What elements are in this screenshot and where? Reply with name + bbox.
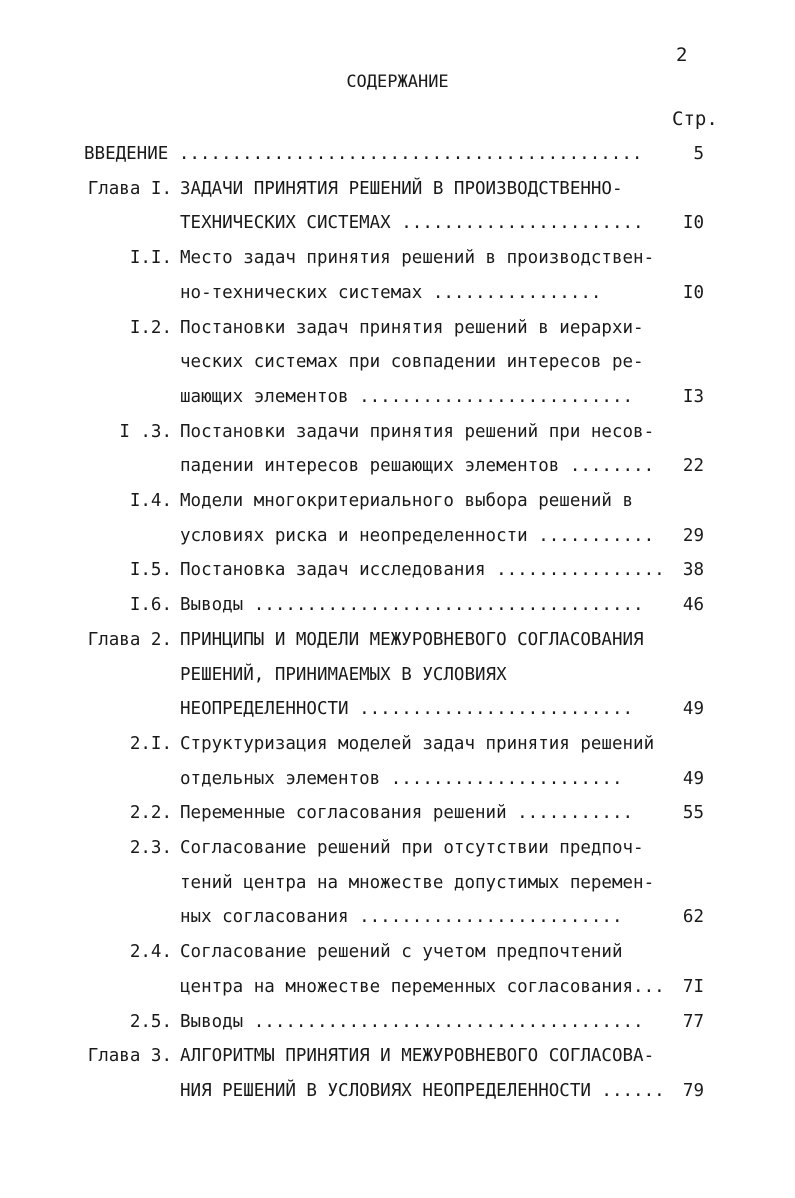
toc-line — [0, 489, 795, 513]
toc-line — [0, 663, 795, 687]
toc-entry-number: Глава 2. — [87, 629, 172, 650]
toc-entry-title: ных согласования ......................... — [180, 907, 623, 928]
toc-entry-title: условиях риска и неопределенности ........... — [180, 525, 655, 546]
toc-line — [0, 697, 795, 721]
toc-entry-title: но-технических системах ................ — [180, 282, 602, 303]
toc-line — [0, 767, 795, 791]
toc-entry-number: I.I. — [129, 248, 172, 269]
toc-entry-title: ВВЕДЕНИЕ ............................................ — [84, 144, 643, 164]
toc-line — [0, 350, 795, 374]
toc-entry-page: 49 — [682, 699, 704, 720]
toc-entry-title: Модели многокритериального выбора решений в — [180, 491, 634, 511]
toc-entry-page: 49 — [682, 768, 704, 789]
toc-line — [0, 628, 795, 652]
toc-line — [0, 142, 795, 166]
toc-entry-number: I.5. — [129, 560, 172, 581]
toc-entry-title: ТЕХНИЧЕСКИХ СИСТЕМАХ ....................... — [180, 213, 644, 234]
toc-entry-number: I.6. — [129, 595, 172, 616]
toc-entry-page: 55 — [682, 803, 704, 824]
toc-line — [0, 281, 795, 305]
toc-line — [0, 420, 795, 444]
toc-entry-page: 29 — [682, 525, 704, 546]
toc-entry-title: центра на множестве переменных согласования... — [180, 976, 665, 997]
toc-line — [0, 1010, 795, 1034]
toc-entry-title: Постановка задач исследования ................ — [180, 560, 665, 581]
toc-entry-page: I0 — [682, 282, 704, 303]
page-title: СОДЕРЖАНИЕ — [346, 72, 449, 92]
toc-line — [0, 975, 795, 999]
toc-line — [0, 732, 795, 756]
toc-line — [0, 1044, 795, 1068]
page-column-header: Стр. — [672, 108, 718, 130]
toc-entry-title: РЕШЕНИЙ, ПРИНИМАЕМЫХ В УСЛОВИЯХ — [180, 664, 507, 685]
toc-entry-page: 79 — [682, 1080, 704, 1101]
toc-line — [0, 385, 795, 409]
toc-line — [0, 524, 795, 548]
toc-line — [0, 593, 795, 617]
toc-entry-title: АЛГОРИТМЫ ПРИНЯТИЯ И МЕЖУРОВНЕВОГО СОГЛАСОВА- — [180, 1046, 655, 1067]
toc-entry-title: Структуризация моделей задач принятия решений — [180, 733, 655, 754]
toc-entry-title: Переменные согласования решений ........... — [180, 803, 634, 824]
toc-entry-title: Согласование решений при отсутствии предпоч- — [180, 838, 644, 858]
toc-entry-page: 77 — [682, 1011, 704, 1032]
toc-entry-page: 62 — [682, 907, 704, 928]
toc-entry-title: падении интересов решающих элементов ........ — [180, 456, 655, 477]
toc-entry-title: Выводы ..................................... — [180, 1011, 644, 1032]
toc-entry-title: ЗАДАЧИ ПРИНЯТИЯ РЕШЕНИЙ В ПРОИЗВОДСТВЕННО- — [180, 178, 623, 199]
toc-entry-number: 2.I. — [129, 733, 172, 754]
toc-entry-number: I .3. — [119, 421, 172, 442]
toc-line — [0, 454, 795, 478]
toc-entry-title: НИЯ РЕШЕНИЙ В УСЛОВИЯХ НЕОПРЕДЕЛЕННОСТИ ...... — [180, 1080, 665, 1101]
toc-entry-title: НЕОПРЕДЕЛЕННОСТИ .......................... — [180, 699, 634, 720]
toc-entry-number: 2.2. — [129, 803, 172, 824]
toc-entry-title: ПРИНЦИПЫ И МОДЕЛИ МЕЖУРОВНЕВОГО СОГЛАСОВАНИЯ — [180, 629, 644, 650]
toc-line — [0, 558, 795, 582]
toc-line — [0, 211, 795, 235]
toc-line — [0, 316, 795, 340]
toc-entry-title: Постановки задач принятия решений в иерархи- — [180, 317, 644, 338]
toc-entry-page: 38 — [682, 560, 704, 581]
toc-entry-number: Глава I. — [87, 178, 172, 199]
toc-entry-page: 46 — [682, 595, 704, 616]
toc-entry-title: ческих системах при совпадении интересов ре- — [180, 352, 644, 373]
toc-entry-title: Постановки задачи принятия решений при несов- — [180, 421, 655, 442]
toc-entry-title: Согласование решений с учетом предпочтений — [180, 942, 623, 963]
toc-entry-number: I.2. — [129, 317, 172, 338]
toc-line — [0, 836, 795, 860]
toc-entry-number: 2.4. — [129, 942, 172, 963]
toc-entry-page: 7I — [682, 976, 704, 997]
toc-line — [0, 177, 795, 201]
toc-entry-page: 5 — [693, 144, 704, 164]
toc-entry-title: тений центра на множестве допустимых перемен- — [180, 872, 655, 893]
toc-entry-page: I3 — [682, 386, 704, 407]
toc-entry-number: Глава 3. — [87, 1046, 172, 1067]
toc-entry-number: 2.5. — [129, 1011, 172, 1032]
toc-line — [0, 940, 795, 964]
toc-entry-title: Место задач принятия решений в производствен- — [180, 248, 655, 269]
toc-line — [0, 1079, 795, 1103]
page-number: 2 — [676, 44, 688, 66]
toc-entry-title: отдельных элементов ...................... — [180, 768, 623, 789]
toc-entry-page: 22 — [682, 456, 704, 477]
toc-line — [0, 871, 795, 895]
toc-line — [0, 246, 795, 270]
toc-entry-title: шающих элементов .......................... — [180, 386, 634, 407]
toc-line — [0, 801, 795, 825]
toc-entry-title: Выводы ..................................... — [180, 595, 644, 616]
toc-entry-number: I.4. — [129, 491, 172, 511]
toc-line — [0, 905, 795, 929]
toc-entry-page: I0 — [682, 213, 704, 234]
toc-entry-number: 2.3. — [129, 838, 172, 858]
